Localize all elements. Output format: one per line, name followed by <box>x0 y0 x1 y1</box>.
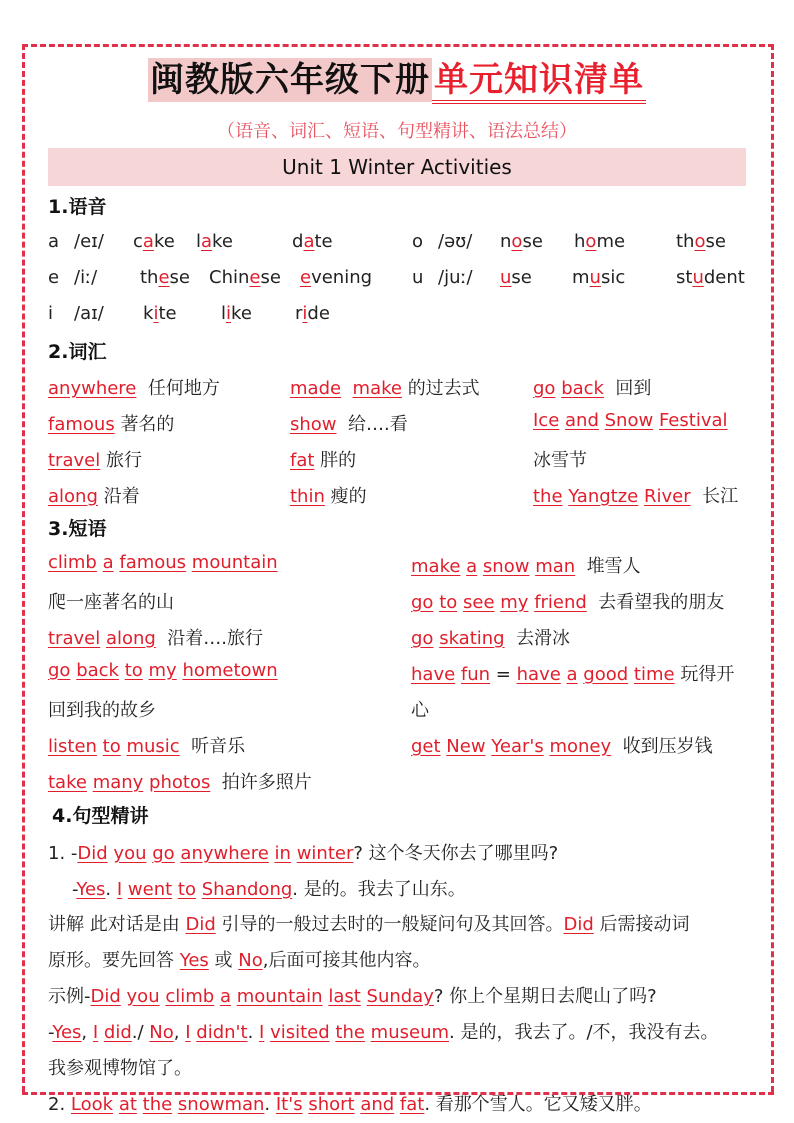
phrase-translation: 回到我的故乡 <box>48 700 156 721</box>
unit-title: Unit 1 Winter Activities <box>48 148 746 186</box>
phrase-item: listen to music 听音乐 <box>48 736 246 757</box>
vocab-item: fat 胖的 <box>290 450 357 471</box>
phrase-item: climb a famous mountain <box>48 552 278 573</box>
phrase-item: make a snow man 堆雪人 <box>411 556 641 577</box>
phrase-item: take many photos 拍许多照片 <box>48 772 312 793</box>
phonics-word: cake <box>133 231 175 252</box>
vocab-item: thin 瘦的 <box>290 486 367 507</box>
title-part1: 闽教版六年级下册 <box>150 60 430 100</box>
section-heading-sentences: 4.句型精讲 <box>52 805 149 827</box>
phonics-word: student <box>676 267 745 288</box>
phonics-sound-i: /aɪ/ <box>74 303 104 324</box>
vocab-item: go back 回到 <box>533 378 652 399</box>
phonics-letter-a: a <box>48 231 60 252</box>
phrase-translation: 爬一座著名的山 <box>48 592 174 613</box>
phrase-item: travel along 沿着….旅行 <box>48 628 264 649</box>
section-heading-phrases: 3.短语 <box>48 518 107 540</box>
section-heading-vocab: 2.词汇 <box>48 341 107 363</box>
phonics-letter-o: o <box>412 231 424 252</box>
phonics-word: music <box>572 267 626 288</box>
vocab-item: travel 旅行 <box>48 450 142 471</box>
phonics-word: ride <box>295 303 330 324</box>
page-title <box>0 52 794 101</box>
vocab-item: the Yangtze River 长江 <box>533 486 739 507</box>
phonics-word: like <box>221 303 252 324</box>
phrase-item: go back to my hometown <box>48 660 278 681</box>
border-left <box>22 44 25 1092</box>
phonics-word: nose <box>500 231 543 252</box>
example-question: 示例-Did you climb a mountain last Sunday? 你上个星期日去爬山了吗? <box>48 986 657 1007</box>
phonics-sound-u: /juː/ <box>438 267 473 288</box>
phonics-word: lake <box>196 231 233 252</box>
explanation: 原形。要先回答 Yes 或 No,后面可接其他内容。 <box>48 950 431 971</box>
phonics-sound-a: /eɪ/ <box>74 231 104 252</box>
vocab-item: anywhere 任何地方 <box>48 378 220 399</box>
subtitle: （语音、词汇、短语、句型精讲、语法总结） <box>217 121 577 142</box>
phrase-item: go skating 去滑冰 <box>411 628 571 649</box>
example-answer: -Yes, I did./ No, I didn't. I visited the museum. 是的，我去了。/不，我没有去。 <box>48 1022 719 1043</box>
phonics-word: Chinese <box>209 267 281 288</box>
phrase-item: go to see my friend 去看望我的朋友 <box>411 592 725 613</box>
phrase-translation: 心 <box>411 700 429 721</box>
phonics-word: those <box>676 231 726 252</box>
phonics-letter-u: u <box>412 267 424 288</box>
phonics-word: these <box>140 267 190 288</box>
vocab-item: made make 的过去式 <box>290 378 480 399</box>
phonics-sound-o: /əʊ/ <box>438 231 473 252</box>
phonics-word: use <box>500 267 532 288</box>
phonics-word: kite <box>143 303 177 324</box>
sentence-2: 2. Look at the snowman. It's short and fat. 看那个雪人。它又矮又胖。 <box>48 1094 652 1115</box>
phonics-letter-i: i <box>48 303 54 324</box>
explanation: 讲解 此对话是由 Did 引导的一般过去时的一般疑问句及其回答。Did 后需接动词 <box>48 914 690 935</box>
title-part2: 单元知识清单 <box>432 60 646 104</box>
sentence-question: 1. -Did you go anywhere in winter? 这个冬天你去了哪里吗? <box>48 843 559 864</box>
sentence-answer: -Yes. I went to Shandong. 是的。我去了山东。 <box>72 879 466 900</box>
phrase-item: have fun = have a good time 玩得开 <box>411 664 735 685</box>
vocab-item: famous 著名的 <box>48 414 175 435</box>
phonics-letter-e: e <box>48 267 60 288</box>
phonics-sound-e: /iː/ <box>74 267 98 288</box>
border-right <box>771 44 774 1092</box>
example-answer-cont: 我参观博物馆了。 <box>48 1058 192 1079</box>
phonics-word: date <box>292 231 333 252</box>
section-heading-phonics: 1.语音 <box>48 196 107 218</box>
vocab-item: show 给….看 <box>290 414 408 435</box>
phonics-word: evening <box>300 267 373 288</box>
phonics-word: home <box>574 231 626 252</box>
phrase-item: get New Year's money 收到压岁钱 <box>411 736 713 757</box>
vocab-item: along 沿着 <box>48 486 140 507</box>
border-top <box>22 44 774 47</box>
vocab-item: 冰雪节 <box>533 450 587 471</box>
vocab-item: Ice and Snow Festival <box>533 410 728 431</box>
